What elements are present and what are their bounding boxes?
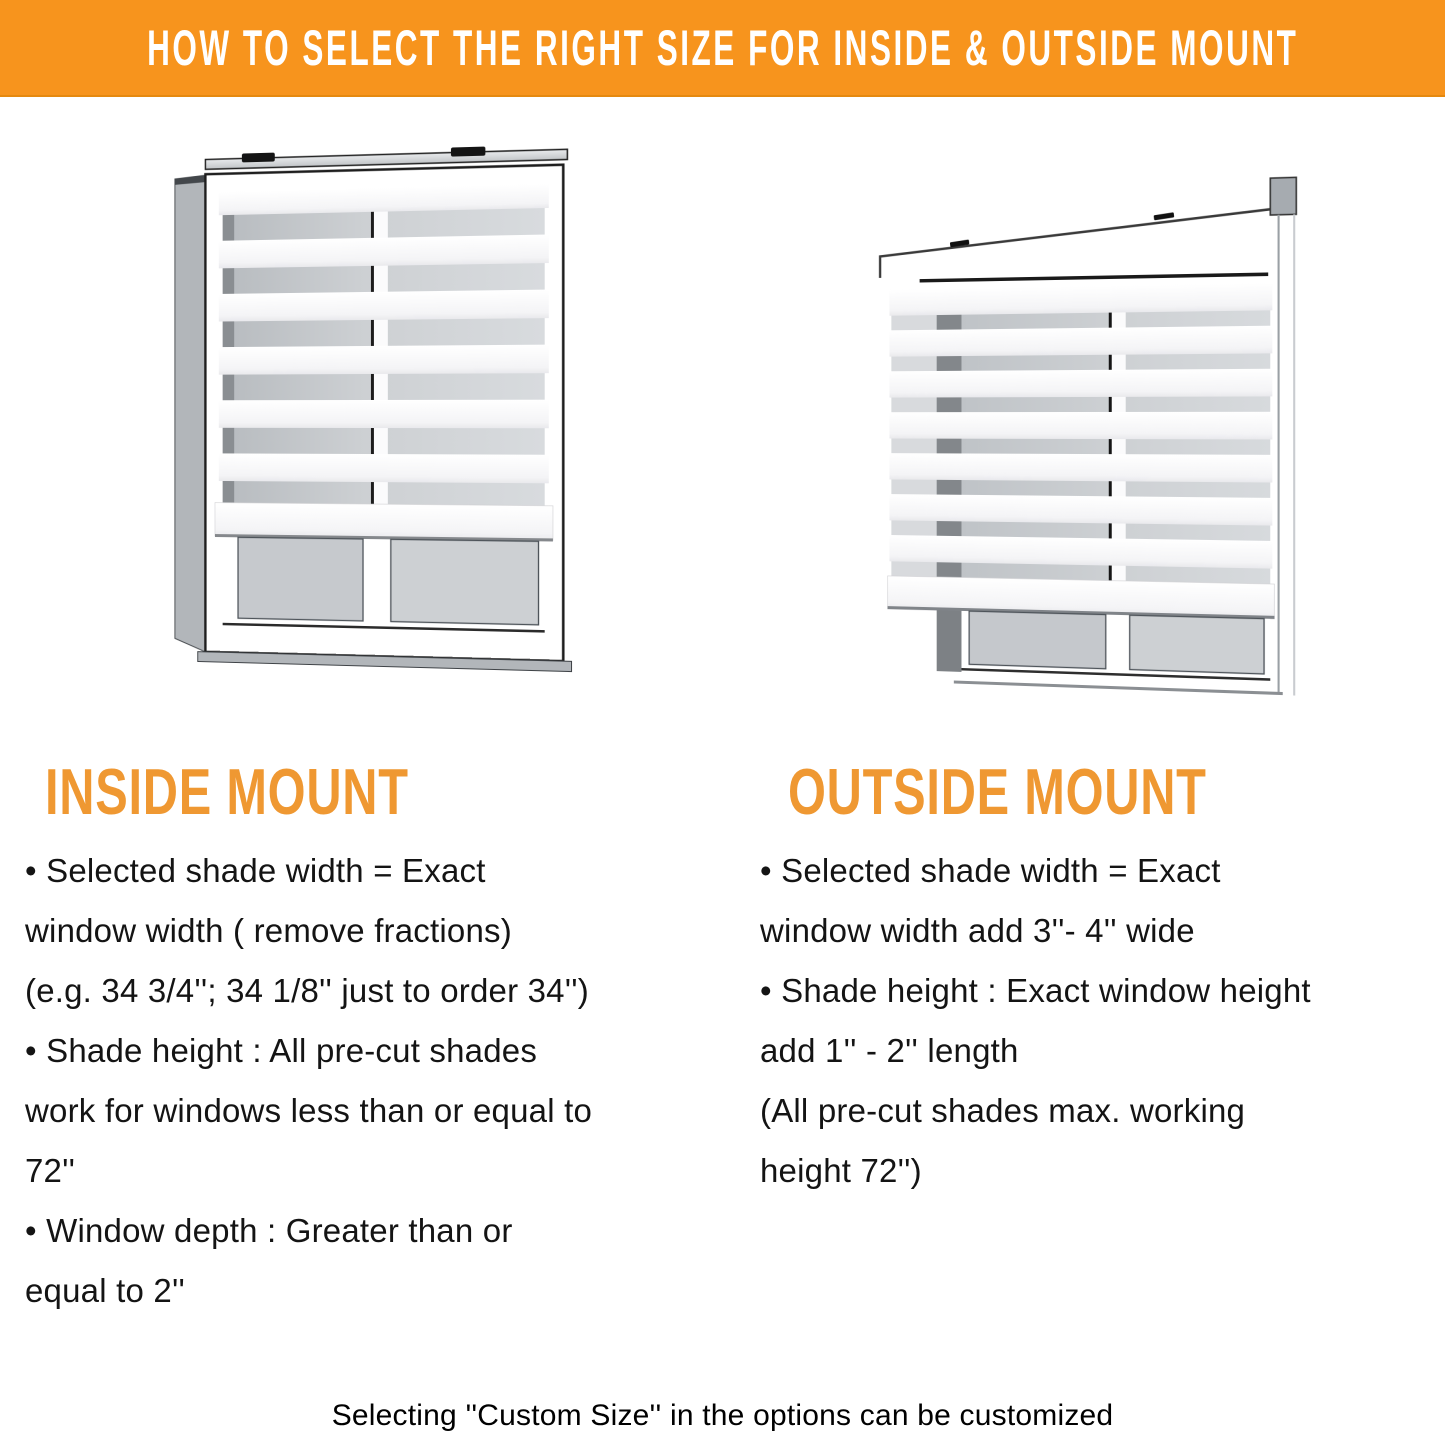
inside-mount-heading: INSIDE MOUNT [45, 755, 409, 828]
instruction-line: height 72'') [760, 1152, 922, 1189]
outside-mount-instructions [760, 841, 1311, 1201]
instruction-line: (All pre-cut shades max. working [760, 1092, 1246, 1129]
inside-mount-window-drawing [162, 140, 578, 692]
outside-mount-illustration [862, 140, 1302, 702]
inside-mount-illustration [155, 146, 575, 686]
custom-size-note: Selecting ''Custom Size'' in the options can be customized [331, 1399, 1114, 1432]
window-sill [954, 681, 1283, 696]
lower-window [937, 610, 1283, 695]
instruction-line: work for windows less than or equal to [25, 1092, 593, 1129]
header-banner [0, 0, 1445, 97]
banner-title: HOW TO SELECT THE RIGHT SIZE FOR INSIDE & OUTSIDE MOUNT [146, 19, 1299, 76]
instruction-line: • Selected shade width = Exact [25, 852, 486, 889]
instruction-line: • Selected shade width = Exact [760, 852, 1221, 889]
headrail [920, 272, 1269, 282]
instruction-line: • Shade height : Exact window height [760, 972, 1311, 1009]
instruction-line: • Window depth : Greater than or [25, 1212, 513, 1249]
outside-mount-window-drawing [871, 132, 1306, 709]
instruction-line: window width ( remove fractions) [25, 912, 512, 949]
instruction-line: equal to 2'' [25, 1272, 185, 1309]
mounting-clip-icon [242, 153, 275, 163]
instruction-line: (e.g. 34 3/4''; 34 1/8'' just to order 34'') [25, 972, 589, 1009]
anchor-mark-icon [1154, 212, 1175, 220]
instruction-line: window width add 3''- 4'' wide [760, 912, 1195, 949]
instruction-line: • Shade height : All pre-cut shades [25, 1032, 538, 1069]
instruction-line: add 1'' - 2'' length [760, 1032, 1019, 1069]
mounting-bracket-icon [1270, 177, 1296, 215]
inside-mount-instructions [25, 841, 592, 1321]
outside-mount-heading: OUTSIDE MOUNT [788, 755, 1207, 828]
mounting-clip-icon [451, 147, 485, 157]
instruction-line: 72'' [25, 1152, 76, 1189]
